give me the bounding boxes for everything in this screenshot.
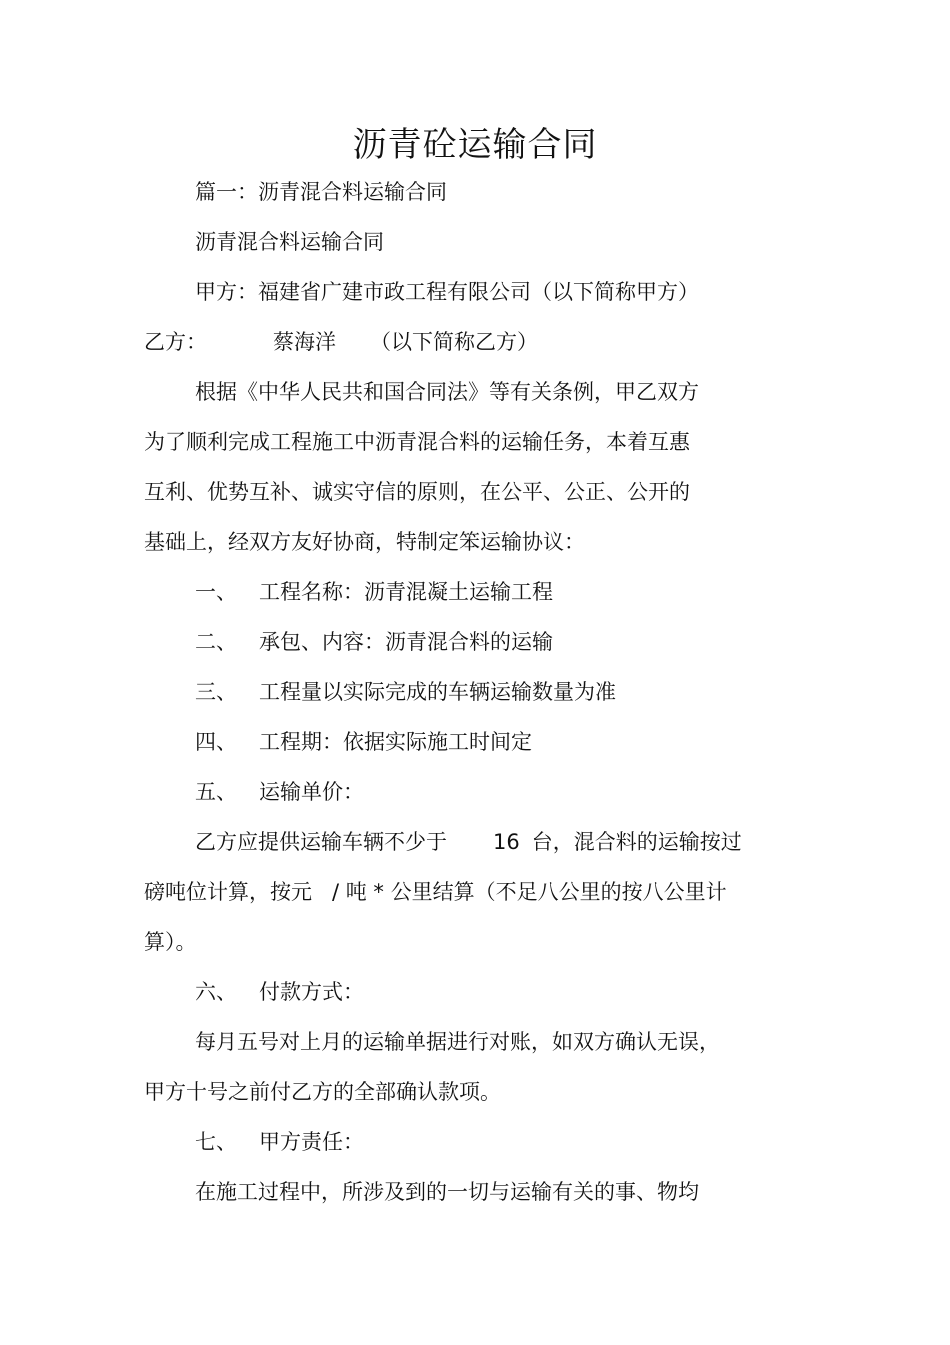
clause-number: 四、 bbox=[195, 730, 237, 754]
pricing-line bbox=[144, 877, 727, 907]
clause-1 bbox=[195, 577, 553, 607]
clause-5 bbox=[195, 777, 364, 807]
paragraph-line: 为了顺利完成工程施工中沥青混合料的运输任务，本着互惠 bbox=[144, 430, 690, 454]
clause-number: 五、 bbox=[195, 780, 237, 804]
party-b-name: 蔡海洋 bbox=[273, 330, 336, 354]
clause-number: 七、 bbox=[195, 1130, 237, 1154]
party-b-line bbox=[144, 327, 538, 357]
clause-7 bbox=[195, 1127, 364, 1157]
clause-number: 六、 bbox=[195, 980, 237, 1004]
clause-2 bbox=[195, 627, 553, 657]
paragraph-line: 在施工过程中，所涉及到的一切与运输有关的事、物均 bbox=[195, 1180, 699, 1204]
pricing-unit: / 吨 * 公里结算（不足八公里的按八公里计 bbox=[332, 880, 727, 904]
paragraph-line: 根据《中华人民共和国合同法》等有关条例，甲乙双方 bbox=[195, 380, 699, 404]
vehicle-count-suffix: 台，混合料的运输按过 bbox=[531, 830, 742, 854]
document-title: 沥青砼运输合同 bbox=[352, 125, 598, 165]
clause-number: 一、 bbox=[195, 580, 237, 604]
clause-text: 甲方责任： bbox=[259, 1130, 364, 1154]
vehicle-count-prefix: 乙方应提供运输车辆不少于 bbox=[195, 830, 447, 854]
clause-text: 付款方式： bbox=[259, 980, 364, 1004]
section-heading: 篇一：沥青混合料运输合同 bbox=[195, 180, 447, 204]
clause-3 bbox=[195, 677, 616, 707]
paragraph-line: 每月五号对上月的运输单据进行对账，如双方确认无误， bbox=[195, 1030, 720, 1054]
vehicle-count-line bbox=[195, 827, 742, 857]
paragraph-line: 算）。 bbox=[144, 930, 197, 954]
party-a-line: 甲方：福建省广建市政工程有限公司（以下简称甲方） bbox=[195, 280, 699, 304]
pricing-prefix: 磅吨位计算，按元 bbox=[144, 880, 312, 904]
clause-text: 承包、内容：沥青混合料的运输 bbox=[259, 630, 553, 654]
paragraph-line: 互利、优势互补、诚实守信的原则，在公平、公正、公开的 bbox=[144, 480, 690, 504]
vehicle-count: 16 bbox=[493, 830, 520, 854]
clause-6 bbox=[195, 977, 364, 1007]
party-b-label: 乙方： bbox=[144, 330, 207, 354]
clause-number: 三、 bbox=[195, 680, 237, 704]
clause-text: 工程期：依据实际施工时间定 bbox=[259, 730, 532, 754]
party-b-suffix: （以下简称乙方） bbox=[370, 330, 538, 354]
contract-subtitle: 沥青混合料运输合同 bbox=[195, 230, 384, 254]
clause-text: 工程名称：沥青混凝土运输工程 bbox=[259, 580, 553, 604]
clause-text: 运输单价： bbox=[259, 780, 364, 804]
clause-number: 二、 bbox=[195, 630, 237, 654]
clause-4 bbox=[195, 727, 532, 757]
paragraph-line: 甲方十号之前付乙方的全部确认款项。 bbox=[144, 1080, 501, 1104]
clause-text: 工程量以实际完成的车辆运输数量为准 bbox=[259, 680, 616, 704]
paragraph-line: 基础上，经双方友好协商，特制定笨运输协议： bbox=[144, 530, 585, 554]
